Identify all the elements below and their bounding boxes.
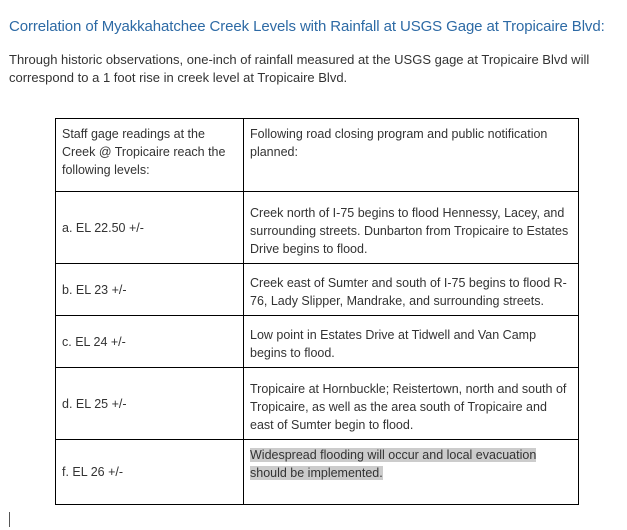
table-row [56, 264, 579, 316]
header-level-cell: Staff gage readings at the Creek @ Tropicaire reach the following levels: [56, 119, 244, 192]
action-cell[interactable] [244, 440, 579, 505]
selected-text[interactable]: Widespread flooding will occur and local evacuation should be implemented. [250, 448, 537, 480]
action-cell: Low point in Estates Drive at Tidwell and Van Camp begins to flood. [244, 316, 579, 368]
intro-paragraph: Through historic observations, one-inch of rainfall measured at the USGS gage at Tropicaire Blvd will correspond to a 1 foot rise in creek level at Tropicaire Blvd. [9, 52, 590, 85]
action-cell: Creek east of Sumter and south of I-75 begins to flood R-76, Lady Slipper, Mandrake, and surrounding streets. [244, 264, 579, 316]
table-header-row [56, 119, 579, 192]
level-cell: a. EL 22.50 +/- [56, 192, 244, 264]
action-cell: Creek north of I-75 begins to flood Hennessy, Lacey, and surrounding streets. Dunbarton from Tropicaire to Estates Drive begins to flood. [244, 192, 579, 264]
table-row [56, 192, 579, 264]
text-cursor [9, 512, 10, 527]
level-cell: d. EL 25 +/- [56, 368, 244, 440]
page-heading: Correlation of Myakkahatchee Creek Levels with Rainfall at USGS Gage at Tropicaire Blvd: [9, 18, 605, 35]
table-row [56, 368, 579, 440]
level-cell: f. EL 26 +/- [56, 440, 244, 505]
level-cell: c. EL 24 +/- [56, 316, 244, 368]
level-cell: b. EL 23 +/- [56, 264, 244, 316]
table-row [56, 316, 579, 368]
header-action-cell: Following road closing program and public notification planned: [244, 119, 579, 192]
table-row [56, 440, 579, 505]
creek-level-table [55, 118, 579, 505]
action-cell: Tropicaire at Hornbuckle; Reistertown, north and south of Tropicaire, as well as the area south of Tropicaire and east of Sumter begin to flood. [244, 368, 579, 440]
